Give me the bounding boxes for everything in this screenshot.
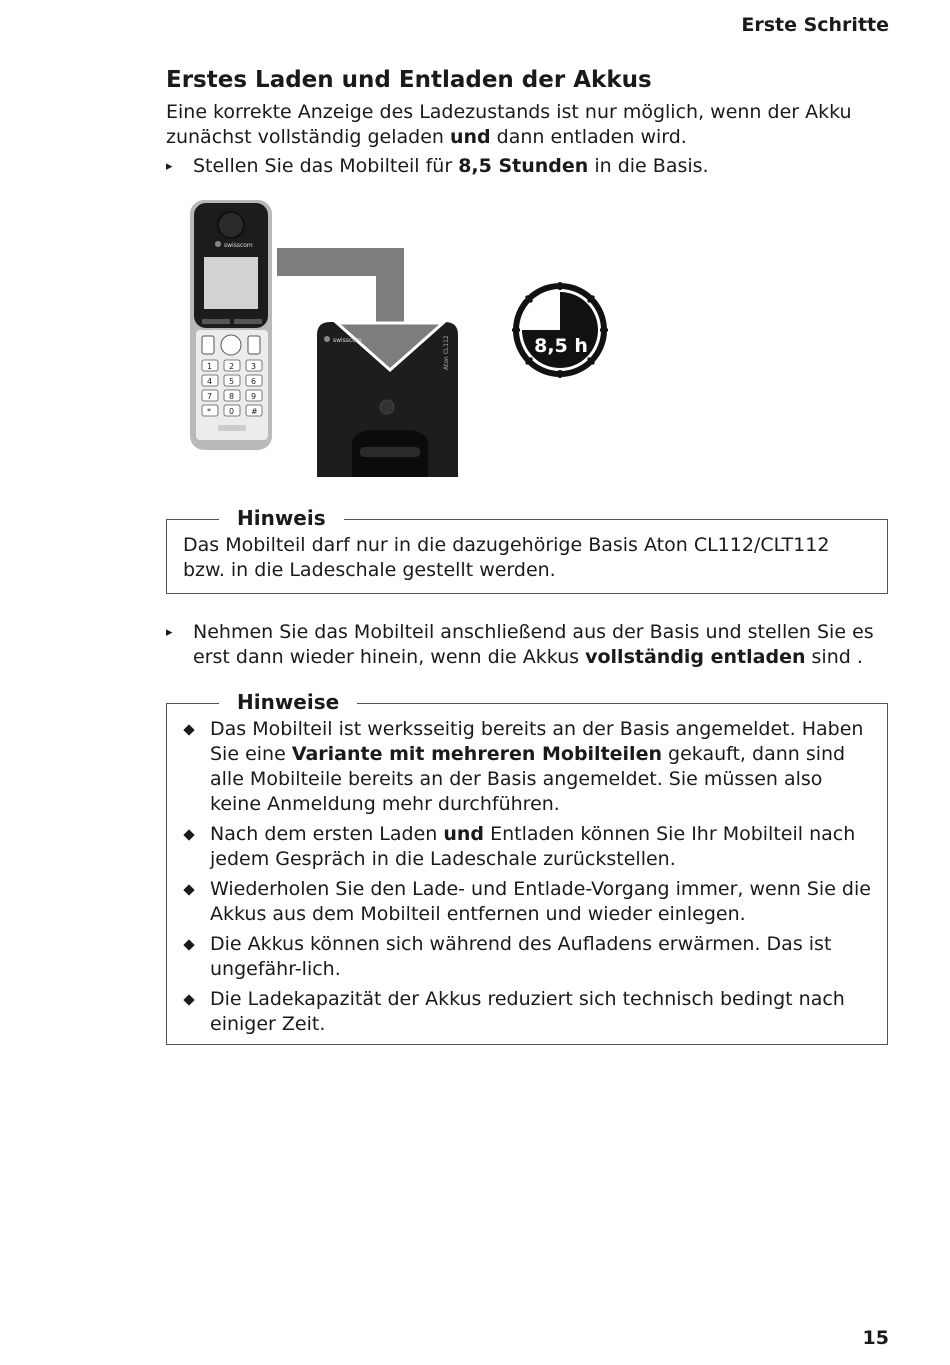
bullet-bold: und — [443, 823, 485, 845]
handset-key-label: 5 — [229, 377, 235, 386]
list-item — [167, 932, 873, 982]
step2-bold: vollständig entladen — [585, 646, 806, 668]
handset-key-label: 1 — [207, 362, 213, 371]
bullet-text: Die Ladekapazität der Akkus reduziert sich technisch bedingt nach einiger Zeit. — [210, 988, 845, 1035]
bullet-diamond-icon — [183, 724, 194, 735]
note-title: Hinweis — [219, 506, 344, 530]
charging-illustration — [180, 195, 620, 485]
handset-key-label: 8 — [229, 392, 235, 401]
bullet-text: Wiederholen Sie den Lade- und Entlade-Vorgang immer, wenn Sie die Akkus aus dem Mobilteil entfernen und wieder einlegen. — [210, 878, 871, 925]
step-arrow-icon: ▸ — [166, 159, 173, 174]
step-2 — [166, 620, 890, 670]
bullet-diamond-icon — [183, 994, 194, 1005]
handset-key-label: 4 — [207, 377, 213, 386]
handset-key-label: 6 — [251, 377, 257, 386]
list-item — [167, 877, 873, 927]
bullet-text: Das Mobilteil ist werksseitig bereits an der Basis angemeldet. Haben Sie eine — [210, 718, 864, 765]
base-brand: swisscom — [333, 337, 362, 344]
base-model: Aton CL112 — [443, 335, 450, 370]
notes-title: Hinweise — [219, 690, 357, 714]
charging-time-clock-icon — [512, 282, 608, 378]
step-1 — [166, 154, 890, 179]
step1-bold: 8,5 Stunden — [458, 155, 589, 177]
bullet-diamond-icon — [183, 939, 194, 950]
list-item — [167, 717, 873, 817]
handset-key-label: 9 — [251, 392, 257, 401]
page-number: 15 — [862, 1327, 889, 1349]
list-item — [167, 987, 873, 1037]
list-item — [167, 822, 873, 872]
handset-key-label: # — [251, 407, 258, 416]
note-box-hinweise — [166, 690, 888, 1045]
intro-bold: und — [449, 126, 491, 148]
handset-brand: swisscom — [224, 242, 253, 249]
handset-key-label: 0 — [229, 407, 235, 416]
step1-text-1: Stellen Sie das Mobilteil für — [193, 155, 459, 177]
bullet-text: Nach dem ersten Laden — [210, 823, 444, 845]
bullet-text: gekauft, dann sind alle Mobilteile bereits an der Basis angemeldet. Sie müssen also keine Anmeldung mehr durchführen. — [210, 743, 846, 815]
bullet-diamond-icon — [183, 884, 194, 895]
handset-key-label: 7 — [207, 392, 213, 401]
intro-paragraph — [166, 100, 890, 150]
bullet-text: Entladen können Sie Ihr Mobilteil nach jedem Gespräch in die Ladeschale zurückstellen. — [210, 823, 856, 870]
step1-text-2: in die Basis. — [588, 155, 709, 177]
section-header: Erste Schritte — [741, 14, 889, 36]
handset-image — [190, 200, 272, 450]
handset-key-label: 3 — [251, 362, 257, 371]
step2-text-2: sind . — [805, 646, 863, 668]
note-box-hinweis — [166, 506, 888, 594]
step-arrow-icon: ▸ — [166, 625, 173, 640]
intro-text-1: Eine korrekte Anzeige des Ladezustands ist nur möglich, wenn der Akku zunächst vollständig geladen — [166, 101, 852, 148]
page-title: Erstes Laden und Entladen der Akkus — [166, 67, 652, 93]
base-station-image — [317, 322, 458, 477]
bullet-text: Die Akkus können sich während des Aufladens erwärmen. Das ist ungefähr-lich. — [210, 933, 832, 980]
charging-time-label: 8,5 h — [534, 335, 588, 357]
step2-text-1: Nehmen Sie das Mobilteil anschließend aus der Basis und stellen Sie es erst dann wieder hinein, wenn die Akkus — [193, 621, 874, 668]
notes-list — [167, 717, 873, 1037]
bullet-bold: Variante mit mehreren Mobilteilen — [291, 743, 662, 765]
bullet-diamond-icon — [183, 829, 194, 840]
note-text: Das Mobilteil darf nur in die dazugehörige Basis Aton CL112/CLT112 bzw. in die Ladeschale gestellt werden. — [183, 534, 830, 581]
handset-bottom-bar — [218, 425, 246, 431]
handset-key-label: * — [207, 407, 211, 416]
handset-key-label: 2 — [229, 362, 235, 371]
intro-text-2: dann entladen wird. — [490, 126, 687, 148]
